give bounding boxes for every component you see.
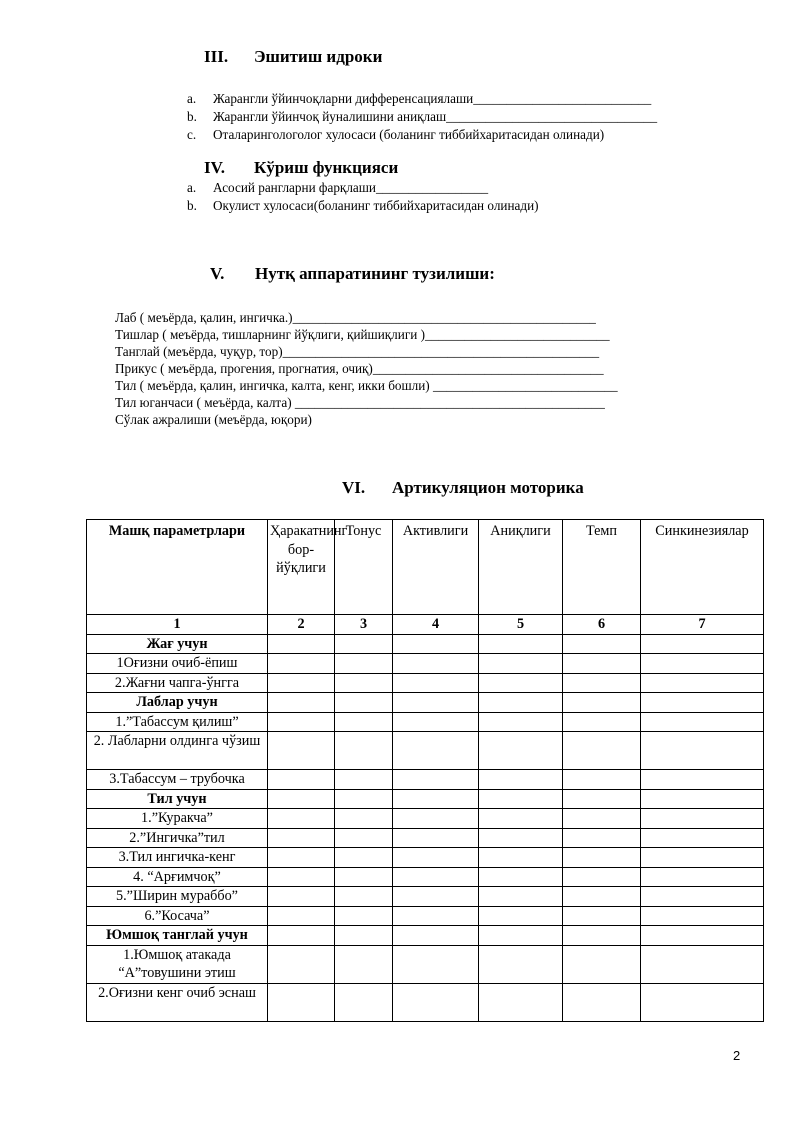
table-cell [268, 828, 335, 848]
table-cell [335, 634, 393, 654]
table-cell [563, 732, 641, 770]
form-line-frenulum: Тил юганчаси ( меъёрда, калта) _______________________________________________ [115, 395, 605, 410]
list-item: c. Оталарингологолог хулосаси (боланинг тиббийхаритасидан олинади) [187, 127, 605, 142]
section-3-title: Эшитиш идроки [254, 47, 383, 66]
table-cell [479, 732, 563, 770]
table-cell [479, 848, 563, 868]
table-cell [641, 789, 764, 809]
table-section-row [87, 926, 764, 946]
section-label: Юмшоқ танглай учун [87, 926, 268, 946]
table-cell [563, 789, 641, 809]
list-item: b. Окулист хулосаси(боланинг тиббийхаритасидан олинади) [187, 198, 539, 213]
table-cell [479, 828, 563, 848]
table-cell [268, 906, 335, 926]
section-3-number: III. [204, 47, 229, 66]
table-cell [393, 770, 479, 790]
table-cell [268, 712, 335, 732]
table-cell [393, 926, 479, 946]
exercise-label: 2.Оғизни кенг очиб эснаш [87, 983, 268, 1021]
table-cell [563, 906, 641, 926]
table-header: Темп [563, 520, 641, 615]
table-cell [641, 945, 764, 983]
exercise-label: 2.Жағни чапга-ўнгга [87, 673, 268, 693]
table-header: Тонус [335, 520, 393, 615]
table-cell [641, 712, 764, 732]
exercise-label: 5.”Ширин мураббо” [87, 887, 268, 907]
exercise-label: 6.”Косача” [87, 906, 268, 926]
table-cell [641, 634, 764, 654]
table-cell [393, 983, 479, 1021]
table-row [87, 848, 764, 868]
table-row [87, 732, 764, 770]
table-cell [335, 809, 393, 829]
table-cell [335, 732, 393, 770]
section-3-heading [204, 47, 382, 67]
table-cell [563, 983, 641, 1021]
table-cell [479, 906, 563, 926]
table-cell [563, 654, 641, 674]
table-cell [268, 770, 335, 790]
exercise-label: 4. “Арғимчоқ” [87, 867, 268, 887]
form-line-bite: Прикус ( меъёрда, прогения, прогнатия, очиқ)___________________________________ [115, 361, 604, 376]
table-cell [335, 887, 393, 907]
table-cell [393, 634, 479, 654]
column-number: 2 [268, 615, 335, 635]
list-item: b. Жарангли ўйинчоқ йуналишини аниқлаш________________________________ [187, 109, 658, 124]
table-cell [563, 926, 641, 946]
table-row [87, 673, 764, 693]
table-header: Ҳаракатнинг бор-йўқлиги [268, 520, 335, 615]
form-line-lips: Лаб ( меъёрда, қалин, ингичка.)______________________________________________ [115, 310, 596, 325]
section-label: Лаблар учун [87, 693, 268, 713]
table-cell [641, 848, 764, 868]
table-cell [479, 654, 563, 674]
table-cell [479, 673, 563, 693]
table-cell [268, 789, 335, 809]
table-cell [641, 887, 764, 907]
table-cell [563, 828, 641, 848]
table-cell [335, 848, 393, 868]
table-cell [393, 887, 479, 907]
table-cell [335, 693, 393, 713]
exercise-label: 2.”Ингичка”тил [87, 828, 268, 848]
table-cell [563, 867, 641, 887]
table-cell [641, 828, 764, 848]
table-cell [641, 770, 764, 790]
section-5-number: V. [210, 264, 225, 283]
table-cell [563, 848, 641, 868]
table-cell [563, 809, 641, 829]
section-label: Тил учун [87, 789, 268, 809]
table-cell [335, 789, 393, 809]
table-cell [479, 634, 563, 654]
table-cell [393, 848, 479, 868]
table-row [87, 828, 764, 848]
page-number: 2 [733, 1048, 741, 1063]
table-cell [393, 654, 479, 674]
table-cell [268, 809, 335, 829]
section-4-heading [204, 158, 398, 178]
table-row [87, 712, 764, 732]
table-cell [268, 693, 335, 713]
table-cell [479, 789, 563, 809]
exercise-label: 1.”Куракча” [87, 809, 268, 829]
exercise-label: 1Оғизни очиб-ёпиш [87, 654, 268, 674]
table-cell [563, 770, 641, 790]
form-line-salivation: Сўлак ажралиши (меъёрда, юқори) [115, 412, 312, 427]
table-section-row [87, 693, 764, 713]
table-section-row [87, 634, 764, 654]
table-row [87, 945, 764, 983]
exercise-label: 1.”Табассум қилиш” [87, 712, 268, 732]
table-cell [479, 712, 563, 732]
table-cell [563, 712, 641, 732]
table-row [87, 867, 764, 887]
column-number: 1 [87, 615, 268, 635]
column-number: 7 [641, 615, 764, 635]
table-cell [268, 848, 335, 868]
table-cell [563, 693, 641, 713]
table-cell [268, 634, 335, 654]
table-row [87, 906, 764, 926]
table-cell [641, 654, 764, 674]
table-cell [641, 809, 764, 829]
table-cell [479, 770, 563, 790]
table-cell [393, 867, 479, 887]
section-5-heading [210, 264, 495, 284]
exercise-label: 3.Тил ингичка-кенг [87, 848, 268, 868]
table-cell [563, 634, 641, 654]
table-header: Машқ параметрлари [87, 520, 268, 615]
table-cell [393, 906, 479, 926]
section-4-list [187, 180, 747, 218]
exercise-label: 2. Лабларни олдинга чўзиш [87, 732, 268, 770]
table-cell [479, 983, 563, 1021]
table-cell [393, 673, 479, 693]
table-cell [335, 867, 393, 887]
table-cell [641, 906, 764, 926]
table-cell [268, 732, 335, 770]
table-cell [268, 926, 335, 946]
table-section-row [87, 789, 764, 809]
column-number: 5 [479, 615, 563, 635]
table-row [87, 809, 764, 829]
table-cell [268, 945, 335, 983]
column-number-row [87, 615, 764, 635]
table-cell [393, 712, 479, 732]
list-item: a. Асосий рангларни фарқлаши_________________ [187, 180, 489, 195]
table-cell [393, 945, 479, 983]
section-5-title: Нутқ аппаратининг тузилиши: [255, 264, 495, 283]
table-cell [393, 693, 479, 713]
table-cell [641, 673, 764, 693]
table-row [87, 887, 764, 907]
table-cell [479, 926, 563, 946]
table-header: Активлиги [393, 520, 479, 615]
table-cell [335, 926, 393, 946]
table-cell [563, 673, 641, 693]
table-cell [479, 693, 563, 713]
table-cell [641, 926, 764, 946]
articulation-table [86, 519, 764, 1022]
table-cell [335, 906, 393, 926]
table-cell [641, 693, 764, 713]
section-4-number: IV. [204, 158, 225, 177]
table-cell [335, 983, 393, 1021]
column-number: 6 [563, 615, 641, 635]
table-cell [335, 654, 393, 674]
section-6-title: Артикуляцион моторика [392, 478, 584, 497]
table-row [87, 654, 764, 674]
table-cell [563, 887, 641, 907]
section-3-list [187, 91, 747, 147]
table-cell [479, 945, 563, 983]
column-number: 3 [335, 615, 393, 635]
table-cell [268, 983, 335, 1021]
table-cell [641, 983, 764, 1021]
table-cell [393, 732, 479, 770]
table-cell [335, 712, 393, 732]
table-cell [641, 867, 764, 887]
section-6-heading [342, 478, 584, 498]
table-cell [335, 673, 393, 693]
table-cell [479, 887, 563, 907]
section-4-title: Кўриш функцияси [254, 158, 399, 177]
table-cell [479, 867, 563, 887]
table-row [87, 770, 764, 790]
table-header: Синкинезиялар [641, 520, 764, 615]
table-cell [479, 809, 563, 829]
section-6-number: VI. [342, 478, 366, 497]
table-cell [393, 809, 479, 829]
table-cell [393, 789, 479, 809]
exercise-label: 1.Юмшоқ атакада “А”товушини этиш [87, 945, 268, 983]
column-number: 4 [393, 615, 479, 635]
table-cell [335, 770, 393, 790]
table-cell [268, 887, 335, 907]
table-cell [335, 828, 393, 848]
table-row [87, 983, 764, 1021]
table-cell [268, 673, 335, 693]
section-label: Жағ учун [87, 634, 268, 654]
form-line-palate: Танглай (меъёрда, чуқур, тор)________________________________________________ [115, 344, 600, 359]
exercise-label: 3.Табассум – трубочка [87, 770, 268, 790]
table-header: Аниқлиги [479, 520, 563, 615]
list-item: a. Жарангли ўйинчоқларни дифференсациялаши___________________________ [187, 91, 652, 106]
table-cell [393, 828, 479, 848]
table-cell [268, 867, 335, 887]
table-cell [335, 945, 393, 983]
form-line-teeth: Тишлар ( меъёрда, тишларнинг йўқлиги, қийшиқлиги )____________________________ [115, 327, 610, 342]
speech-apparatus-lines [115, 310, 715, 434]
table-cell [641, 732, 764, 770]
table-cell [563, 945, 641, 983]
table-cell [268, 654, 335, 674]
form-line-tongue: Тил ( меъёрда, қалин, ингичка, калта, кенг, икки бошли) ____________________________ [115, 378, 618, 393]
